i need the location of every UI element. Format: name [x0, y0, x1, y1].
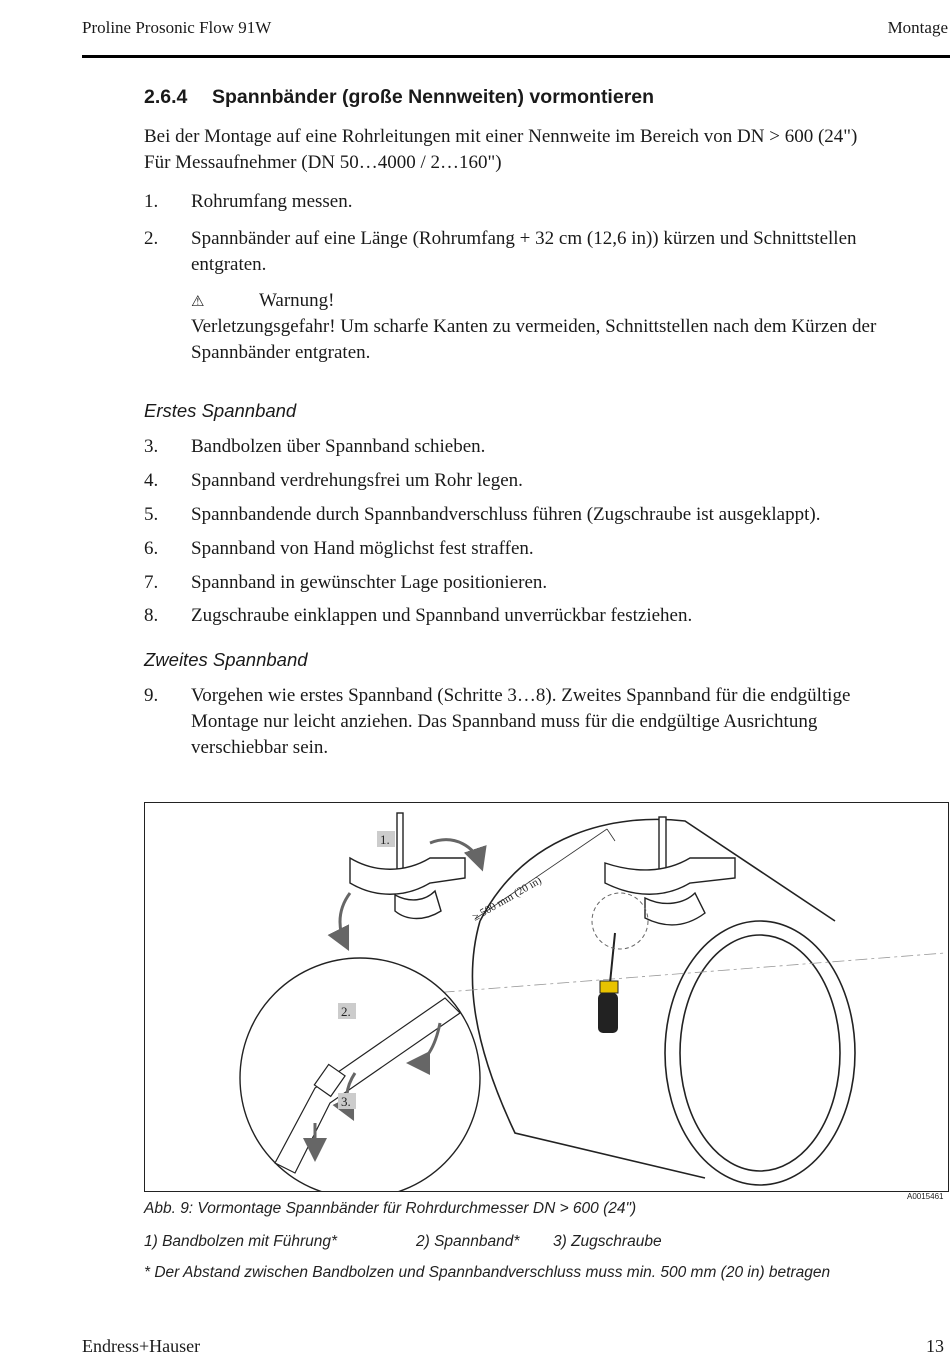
header-chapter: Montage: [887, 18, 948, 37]
step-number: 9.: [144, 685, 159, 706]
step-text: Spannband in gewünschter Lage positionieren.: [191, 572, 548, 593]
step-text: Rohrumfang messen.: [191, 191, 353, 212]
step-text: Zugschraube einklappen und Spannband unverrückbar festziehen.: [191, 605, 693, 626]
band-bolt-on-pipe: [605, 817, 735, 925]
warning-text-2: Spannbänder entgraten.: [191, 342, 371, 363]
figure-caption: Abb. 9: Vormontage Spannbänder für Rohrdurchmesser DN > 600 (24"): [144, 1200, 637, 1217]
header-rule: [82, 55, 950, 58]
warning-text-1: Verletzungsgefahr! Um scharfe Kanten zu vermeiden, Schnittstellen nach dem Kürzen der: [191, 316, 877, 337]
legend-item-3: 3) Zugschraube: [553, 1233, 662, 1250]
label-2: 2.: [341, 1004, 351, 1019]
warning-title: Warnung!: [259, 290, 335, 311]
figure-drawing: [145, 803, 948, 1191]
label-1: 1.: [380, 832, 390, 847]
step-number: 7.: [144, 572, 159, 593]
step-text: Spannband von Hand möglichst fest straffen.: [191, 538, 534, 559]
intro-line-1: Bei der Montage auf eine Rohrleitungen mit einer Nennweite im Bereich von DN > 600 (24"): [144, 126, 858, 147]
page-header: [82, 18, 948, 42]
warning-block: [191, 288, 876, 366]
step-text: Bandbolzen über Spannband schieben.: [191, 436, 486, 457]
caption-note: * Der Abstand zwischen Bandbolzen und Spannbandverschluss muss min. 500 mm (20 in) betragen: [144, 1264, 831, 1281]
header-product: Proline Prosonic Flow 91W: [82, 18, 272, 37]
subheading-second-band: Zweites Spannband: [144, 649, 308, 670]
subheading-first-band: Erstes Spannband: [144, 400, 297, 421]
step-number: 4.: [144, 470, 159, 491]
step-number: 3.: [144, 436, 159, 457]
step-text-cont: Montage nur leicht anziehen. Das Spannband muss für die endgültige Ausrichtung: [191, 711, 818, 732]
legend-item-1: 1) Bandbolzen mit Führung*: [144, 1233, 338, 1250]
section-number: 2.6.4: [144, 86, 188, 108]
warning-icon: ⚠: [191, 292, 205, 310]
step-number: 2.: [144, 228, 159, 249]
figure-code: A0015461: [907, 1192, 944, 1201]
step-number: 8.: [144, 605, 159, 626]
page-number: 13: [926, 1336, 944, 1356]
step-text: Spannbandende durch Spannbandverschluss führen (Zugschraube ist ausgeklappt).: [191, 504, 821, 525]
step-text-cont: verschiebbar sein.: [191, 737, 329, 758]
dimension-label: ≥ 500 mm (20 in): [470, 874, 544, 924]
step-number: 6.: [144, 538, 159, 559]
step-number: 5.: [144, 504, 159, 525]
label-3: 3.: [341, 1094, 351, 1109]
footer-brand: Endress+Hauser: [82, 1336, 201, 1356]
section-title: Spannbänder (große Nennweiten) vormontieren: [212, 86, 655, 108]
step-number: 1.: [144, 191, 159, 212]
figure-mounting-illustration: [144, 802, 949, 1192]
band-bolt-detail: [350, 813, 465, 919]
intro-line-2: Für Messaufnehmer (DN 50…4000 / 2…160"): [144, 152, 502, 173]
step-text: Spannbänder auf eine Länge (Rohrumfang + 32 cm (12,6 in)) kürzen und Schnittstellen: [191, 228, 857, 249]
screwdriver-icon: [598, 933, 618, 1033]
step-text-cont: entgraten.: [191, 254, 267, 275]
step-text: Vorgehen wie erstes Spannband (Schritte 3…8). Zweites Spannband für die endgültige: [191, 685, 851, 706]
step-text: Spannband verdrehungsfrei um Rohr legen.: [191, 470, 523, 491]
section-heading: [144, 86, 654, 109]
legend-item-2: 2) Spannband*: [416, 1233, 520, 1250]
